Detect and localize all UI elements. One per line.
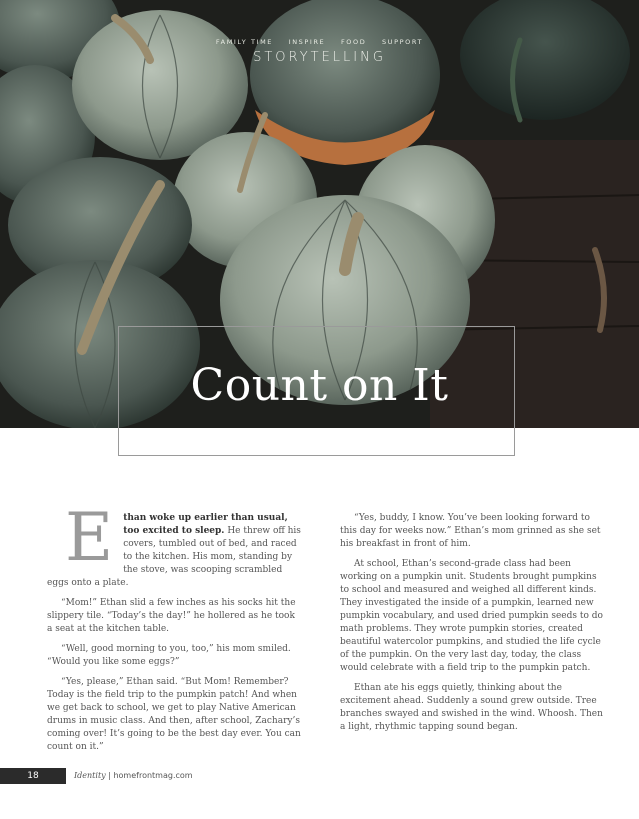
magazine-credit	[74, 768, 193, 784]
article-title: Count on It	[190, 360, 449, 411]
lead-rest: He threw off his covers, tumbled out of bed, and raced to the kitchen. His mom, standing by the stove, was scooping scrambled eggs onto a plate.	[47, 526, 301, 588]
paragraph: “Yes, buddy, I know. You’ve been looking forward to this day for weeks now.” Ethan’s mom grinned as she set his breakfast in front of him.	[340, 513, 601, 549]
right-column	[340, 512, 606, 741]
drop-cap: E	[65, 499, 114, 576]
nav-food[interactable]: FOOD	[340, 38, 367, 46]
page-footer	[0, 768, 639, 784]
paragraph: Ethan ate his eggs quietly, thinking about the excitement ahead. Suddenly a sound grew outside. Tree branches swayed and swished in the wind. Whoosh. Then a light, rhythmic tapping sound began.	[340, 683, 603, 732]
nav-inspire[interactable]: INSPIRE	[288, 38, 326, 46]
paragraph: “Yes, please,” Ethan said. “But Mom! Remember? Today is the field trip to the pumpkin patch! And when we get back to school, we get to play Native American drums in music class. And then, after school, Zachary’s coming over! It’s going to be the best day ever. You can count on it.”	[47, 677, 301, 752]
paragraph: At school, Ethan’s second-grade class had been working on a pumpkin unit. Students brought pumpkins to school and measured and weighed all different kinds. They investigated the inside of a pumpkin, learned new pumpkin vocabulary, and used dried pumpkin seeds to do math problems. They wrote pumpkin stories, created beautiful watercolor pumpkins, and studied the life cycle of the pumpkin. On the very last day, today, the class would celebrate with a field trip to the pumpkin patch.	[340, 559, 603, 673]
lead-bold: than woke up earlier than usual, too excited to sleep.	[123, 513, 288, 536]
paragraph: “Mom!” Ethan slid a few inches as his socks hit the slippery tile. “Today’s the day!” he hollered as he took a seat at the kitchen table.	[47, 598, 296, 634]
section-nav	[0, 38, 639, 46]
site-link[interactable]: homefrontmag.com	[113, 771, 193, 780]
left-column	[47, 499, 303, 761]
lead-paragraph	[47, 499, 303, 590]
paragraph: “Well, good morning to you, too,” his mom smiled. “Would you like some eggs?”	[47, 644, 291, 667]
section-label: STORYTELLING	[253, 50, 386, 65]
nav-support[interactable]: SUPPORT	[382, 38, 424, 46]
credit-separator: |	[105, 771, 114, 780]
page-number: 18	[0, 768, 66, 784]
magazine-name: Identity	[74, 771, 106, 780]
nav-family-time[interactable]: FAMILY TIME	[215, 38, 274, 46]
